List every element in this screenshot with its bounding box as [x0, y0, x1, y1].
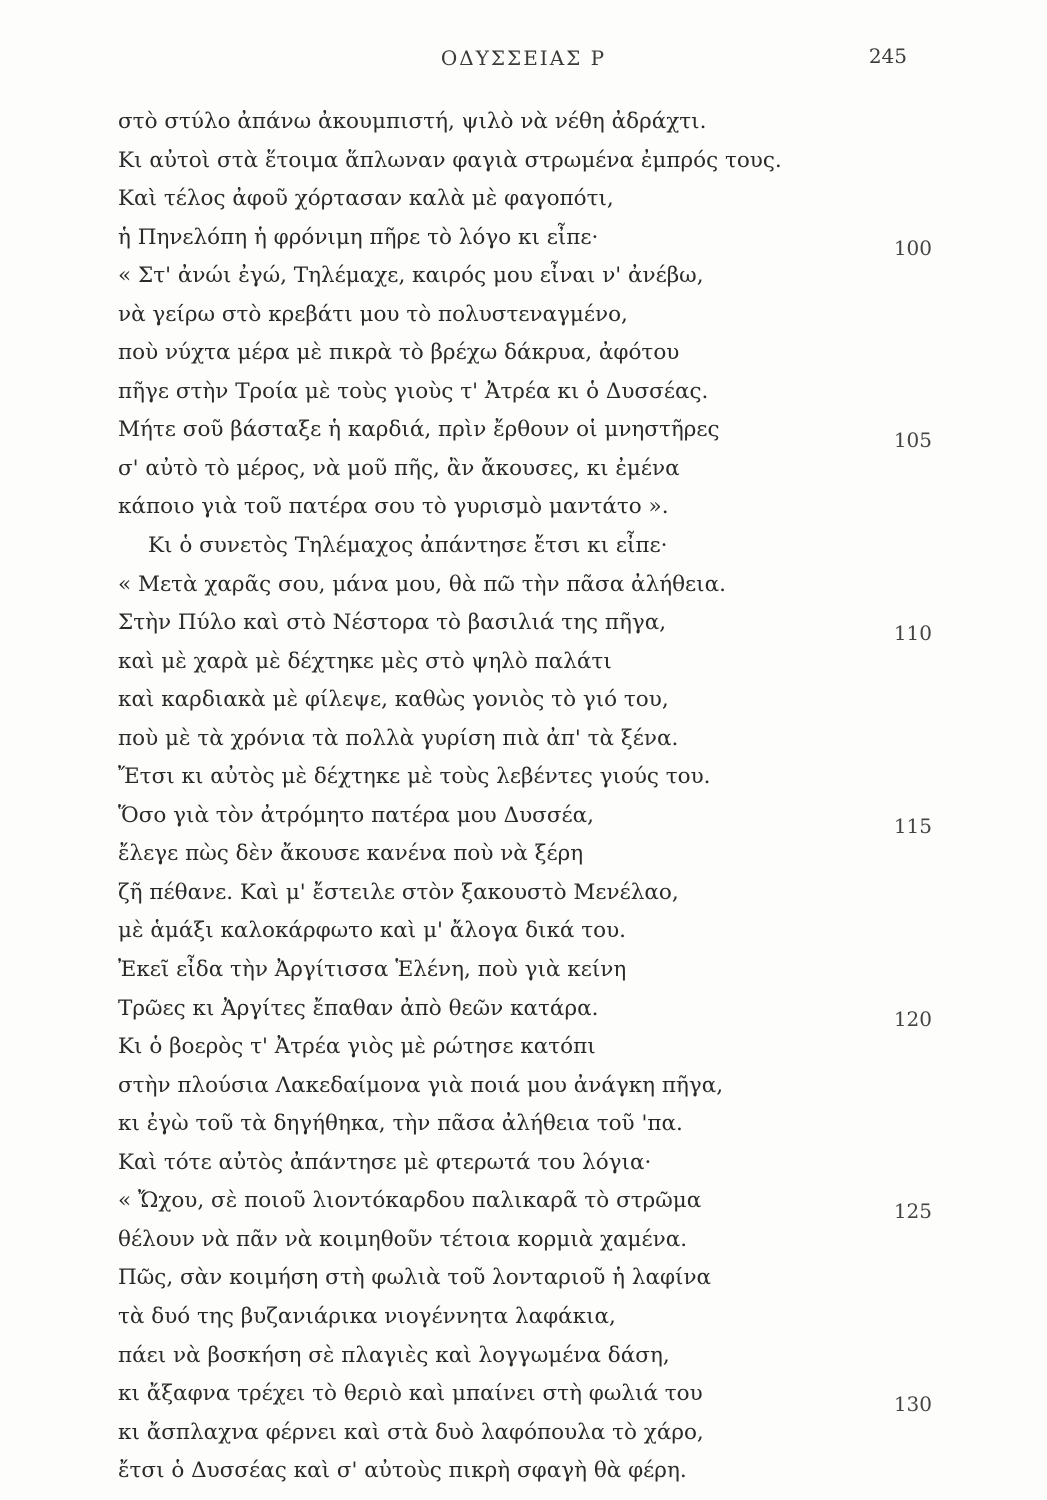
verse-line-text: Κι αὐτοὶ στὰ ἕτοιμα ἅπλωναν φαγιὰ στρωμένα ἐμπρός τους. [118, 147, 782, 173]
verse-line [0, 488, 1047, 527]
verse-line [0, 835, 1047, 874]
verse-line-text: πῆγε στὴν Τροία μὲ τοὺς γιοὺς τ' Ἀτρέα κι ὁ Δυσσέας. [118, 378, 709, 404]
verse-line [0, 1414, 1047, 1453]
verse-line [0, 373, 1047, 412]
verse-line [0, 1452, 1047, 1491]
verse-line-text: στὸ στύλο ἀπάνω ἀκουμπιστή, ψιλὸ νὰ νέθη ἀδράχτι. [118, 109, 707, 134]
line-number: 115 [893, 813, 932, 838]
verse-line-text: « Μετὰ χαρᾶς σου, μάνα μου, θὰ πῶ τὴν πᾶσα ἀλήθεια. [118, 571, 726, 597]
verse-line-text: στὴν πλούσια Λακεδαίμονα γιὰ ποιά μου ἀνάγκη πῆγα, [118, 1072, 724, 1098]
verse-line [0, 951, 1047, 990]
verse-line [0, 103, 1047, 142]
verse-line-text: « Στ' ἀνώι ἐγώ, Τηλέμαχε, καιρός μου εἶναι ν' ἀνέβω, [118, 263, 704, 289]
verse-line-text: ἔλεγε πὼς δὲν ἄκουσε κανένα ποὺ νὰ ξέρη [118, 841, 584, 867]
verse-line-text: καὶ καρδιακὰ μὲ φίλεψε, καθὼς γονιὸς τὸ γιό του, [118, 687, 669, 713]
verse-line [0, 257, 1047, 296]
verse-line-text: καὶ μὲ χαρὰ μὲ δέχτηκε μὲς στὸ ψηλὸ παλάτι [118, 648, 612, 674]
verse-line [0, 1028, 1047, 1067]
verse-line [0, 1182, 1047, 1224]
verse-line [0, 990, 1047, 1029]
verse-line-text: Κι ὁ συνετὸς Τηλέμαχος ἀπάντησε ἔτσι κι εἶπε· [148, 533, 668, 559]
verse-line [0, 1375, 1047, 1417]
verse-line-text: Κι ὁ βοερὸς τ' Ἀτρέα γιὸς μὲ ρώτησε κατόπι [118, 1034, 596, 1060]
verse-line-text: Καὶ τότε αὐτὸς ἀπάντησε μὲ φτερωτά του λόγια· [118, 1149, 652, 1175]
verse-line-text: κι ἄξαφνα τρέχει τὸ θεριὸ καὶ μπαίνει στὴ φωλιά του [118, 1381, 703, 1407]
page-number: 245 [868, 44, 907, 68]
verse-line-text: ζῆ πέθανε. Καὶ μ' ἔστειλε στὸν ξακουστὸ Μενέλαο, [118, 879, 679, 905]
verse-line [0, 797, 1047, 836]
verse-line [0, 643, 1047, 682]
verse-line [0, 219, 1047, 258]
verse-line [0, 604, 1047, 646]
verse-line [0, 411, 1047, 453]
verse-line [0, 1337, 1047, 1376]
verse-line-text: μὲ ἁμάξι καλοκάρφωτο καὶ μ' ἄλογα δικά του. [118, 918, 626, 944]
verse-line-text: « Ὤχου, σὲ ποιοῦ λιοντόκαρδου παλικαρᾶ τὸ στρῶμα [118, 1188, 702, 1214]
verse-line [0, 720, 1047, 759]
verse-line-text: ποὺ νύχτα μέρα μὲ πικρὰ τὸ βρέχω δάκρυα, ἀφότου [118, 340, 680, 366]
verse-line [0, 180, 1047, 219]
verse-line [0, 1105, 1047, 1144]
verse-line [0, 874, 1047, 913]
verse-line [0, 566, 1047, 605]
line-number: 130 [893, 1392, 932, 1417]
verse-line-text: ποὺ μὲ τὰ χρόνια τὰ πολλὰ γυρίση πιὰ ἀπ' τὰ ξένα. [118, 725, 679, 751]
verse-line-text: τὰ δυό της βυζανιάρικα νιογέννητα λαφάκια, [118, 1303, 616, 1329]
verse-line-text: Ἔτσι κι αὐτὸς μὲ δέχτηκε μὲ τοὺς λεβέντες γιούς του. [118, 764, 711, 790]
verse-line-text: Μήτε σοῦ βάσταξε ἡ καρδιά, πρὶν ἔρθουν οἱ μνηστῆρες [118, 417, 720, 443]
verse-line-text: ἔτσι ὁ Δυσσέας καὶ σ' αὐτοὺς πικρὴ σφαγὴ θὰ φέρη. [118, 1458, 687, 1484]
verse-line-text: Ἐκεῖ εἶδα τὴν Ἀργίτισσα Ἑλένη, ποὺ γιὰ κείνη [118, 957, 627, 983]
verse-block [0, 103, 1047, 1491]
line-number: 100 [893, 235, 932, 260]
verse-line-text: σ' αὐτὸ τὸ μέρος, νὰ μοῦ πῆς, ἂν ἄκουσες, κι ἐμένα [118, 455, 680, 481]
verse-line-text: κι ἐγὼ τοῦ τὰ δηγήθηκα, τὴν πᾶσα ἀλήθεια τοῦ 'πα. [118, 1111, 683, 1137]
verse-line-text: θέλουν νὰ πᾶν νὰ κοιμηθοῦν τέτοια κορμιὰ χαμένα. [118, 1226, 688, 1252]
verse-line [0, 1259, 1047, 1298]
verse-line [0, 450, 1047, 489]
verse-line-text: ἡ Πηνελόπη ἡ φρόνιμη πῆρε τὸ λόγο κι εἶπε· [118, 224, 599, 250]
verse-line [0, 334, 1047, 373]
verse-line [0, 758, 1047, 797]
line-number: 120 [893, 1006, 932, 1031]
verse-line-text: Τρῶες κι Ἀργίτες ἔπαθαν ἀπὸ θεῶν κατάρα. [118, 995, 599, 1021]
verse-line-text: Ὅσο γιὰ τὸν ἀτρόμητο πατέρα μου Δυσσέα, [118, 802, 595, 828]
line-number: 110 [893, 621, 932, 646]
verse-line-text: Πῶς, σὰν κοιμήση στὴ φωλιὰ τοῦ λονταριοῦ ἡ λαφίνα [118, 1265, 712, 1291]
verse-line [0, 681, 1047, 720]
verse-line [0, 912, 1047, 951]
verse-line [0, 1144, 1047, 1183]
verse-line [0, 1221, 1047, 1260]
running-title: ΟΔΥΣΣΕΙΑΣ Ρ [440, 46, 607, 70]
line-number: 105 [893, 428, 932, 453]
line-number: 125 [893, 1199, 932, 1224]
verse-line-text: νὰ γείρω στὸ κρεβάτι μου τὸ πολυστεναγμένο, [118, 301, 628, 327]
verse-line [0, 527, 1047, 566]
verse-line-text: Στὴν Πύλο καὶ στὸ Νέστορα τὸ βασιλιά της πῆγα, [118, 610, 667, 636]
verse-line-text: Καὶ τέλος ἀφοῦ χόρτασαν καλὰ μὲ φαγοπότι, [118, 186, 614, 212]
verse-line [0, 296, 1047, 335]
verse-line-text: κάποιο γιὰ τοῦ πατέρα σου τὸ γυρισμὸ μαντάτο ». [118, 494, 669, 520]
verse-line-text: κι ἄσπλαχνα φέρνει καὶ στὰ δυὸ λαφόπουλα τὸ χάρο, [118, 1419, 704, 1445]
verse-line-text: πάει νὰ βοσκήση σὲ πλαγιὲς καὶ λογγωμένα δάση, [118, 1342, 670, 1368]
running-head [0, 40, 1047, 80]
verse-line [0, 1067, 1047, 1106]
verse-line [0, 1298, 1047, 1337]
verse-line [0, 142, 1047, 181]
